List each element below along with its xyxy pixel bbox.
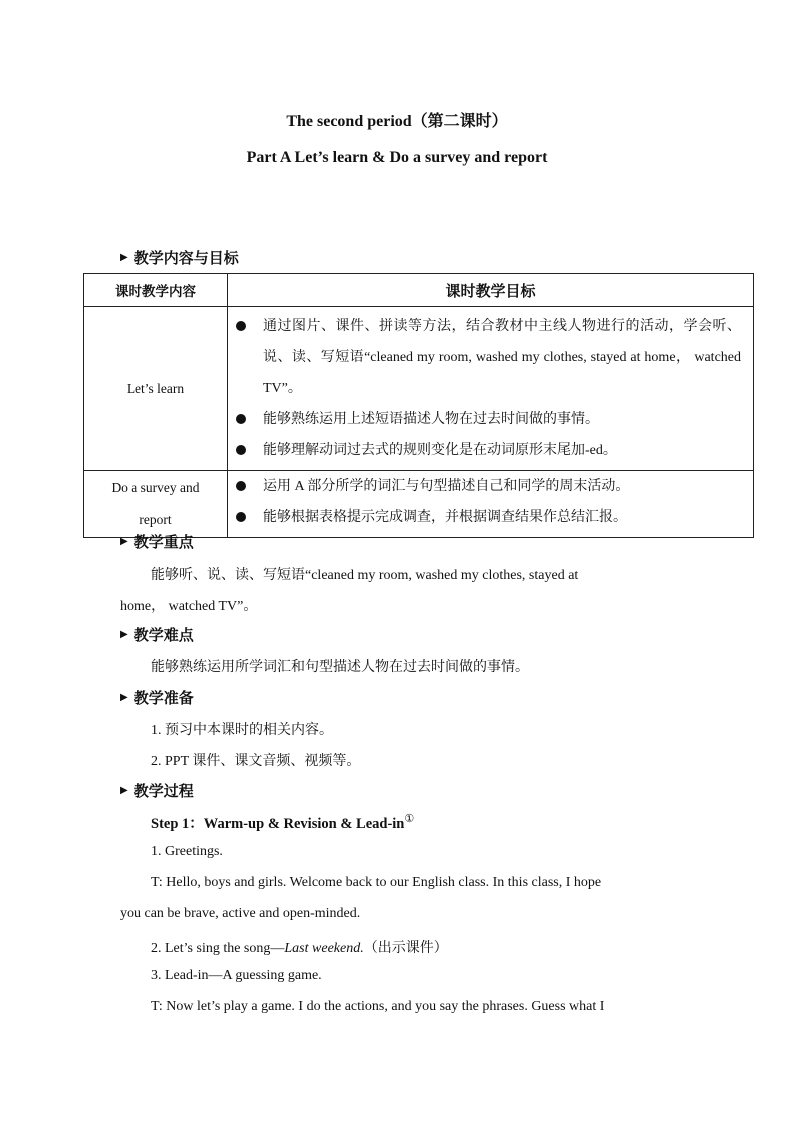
list-item: 通过图片、课件、拼读等方法，结合教材中主线人物进行的活动，学会听、说、读、写短语“cleaned my room, washed my clothes, stayed at home， watched TV”。 (236, 311, 741, 404)
bullet-icon (236, 481, 246, 491)
triangle-arrow-icon: ▶ (120, 785, 128, 796)
preparation-item: 1. 预习中本课时的相关内容。 (151, 723, 333, 738)
process-line: T: Hello, boys and girls. Welcome back to our English class. In this class, I hope (151, 875, 602, 890)
process-line: 1. Greetings. (151, 844, 223, 859)
section-heading-process: ▶ 教学过程 (120, 784, 194, 800)
section-heading-preparation: ▶ 教学准备 (120, 691, 194, 707)
triangle-arrow-icon: ▶ (120, 629, 128, 640)
table-cell-goals (228, 307, 754, 471)
key-points-line: home， watched TV”。 (120, 599, 258, 614)
bullet-icon (236, 414, 246, 424)
table-header-row (84, 274, 754, 307)
section-heading-difficult-points: ▶ 教学难点 (120, 628, 194, 644)
process-line: 2. Let’s sing the song—Last weekend.（出示课件） (151, 941, 448, 956)
triangle-arrow-icon: ▶ (120, 692, 128, 703)
table-cell-goals (228, 471, 754, 538)
table-header: 课时教学内容 (84, 274, 228, 307)
goals-table (83, 273, 754, 538)
footnote-mark: ① (404, 813, 415, 826)
process-line: you can be brave, active and open-minded. (120, 906, 361, 921)
page-subtitle: Part A Let’s learn & Do a survey and report (246, 149, 548, 166)
list-item: 能够理解动词过去式的规则变化是在动词原形末尾加-ed。 (236, 435, 741, 466)
difficult-points-text: 能够熟练运用所学词汇和句型描述人物在过去时间做的事情。 (151, 660, 529, 675)
bullet-icon (236, 445, 246, 455)
section-heading-key-points: ▶ 教学重点 (120, 535, 194, 551)
triangle-arrow-icon: ▶ (120, 252, 128, 263)
table-cell-content: Let’s learn (84, 307, 228, 471)
process-line: 3. Lead-in—A guessing game. (151, 968, 322, 983)
page-title: The second period（第二课时） (286, 113, 508, 130)
table-header: 课时教学目标 (228, 274, 754, 307)
list-item: 运用 A 部分所学的词汇与句型描述自己和同学的周末活动。 (236, 471, 741, 502)
triangle-arrow-icon: ▶ (120, 536, 128, 547)
preparation-item: 2. PPT 课件、课文音频、视频等。 (151, 754, 361, 769)
table-row (84, 471, 754, 538)
list-item: 能够熟练运用上述短语描述人物在过去时间做的事情。 (236, 404, 741, 435)
table-row (84, 307, 754, 471)
list-item: 能够根据表格提示完成调查，并根据调查结果作总结汇报。 (236, 502, 741, 533)
table-cell-content: Do a survey and report (84, 471, 228, 538)
bullet-icon (236, 321, 246, 331)
bullet-icon (236, 512, 246, 522)
key-points-line: 能够听、说、读、写短语“cleaned my room, washed my clothes, stayed at (151, 568, 579, 583)
section-heading-content-goals: ▶ 教学内容与目标 (120, 251, 239, 267)
song-title: Last weekend. (284, 941, 364, 956)
process-line: T: Now let’s play a game. I do the actions, and you say the phrases. Guess what I (151, 999, 605, 1014)
step-heading: Step 1：Warm-up & Revision & Lead-in① (151, 813, 415, 832)
